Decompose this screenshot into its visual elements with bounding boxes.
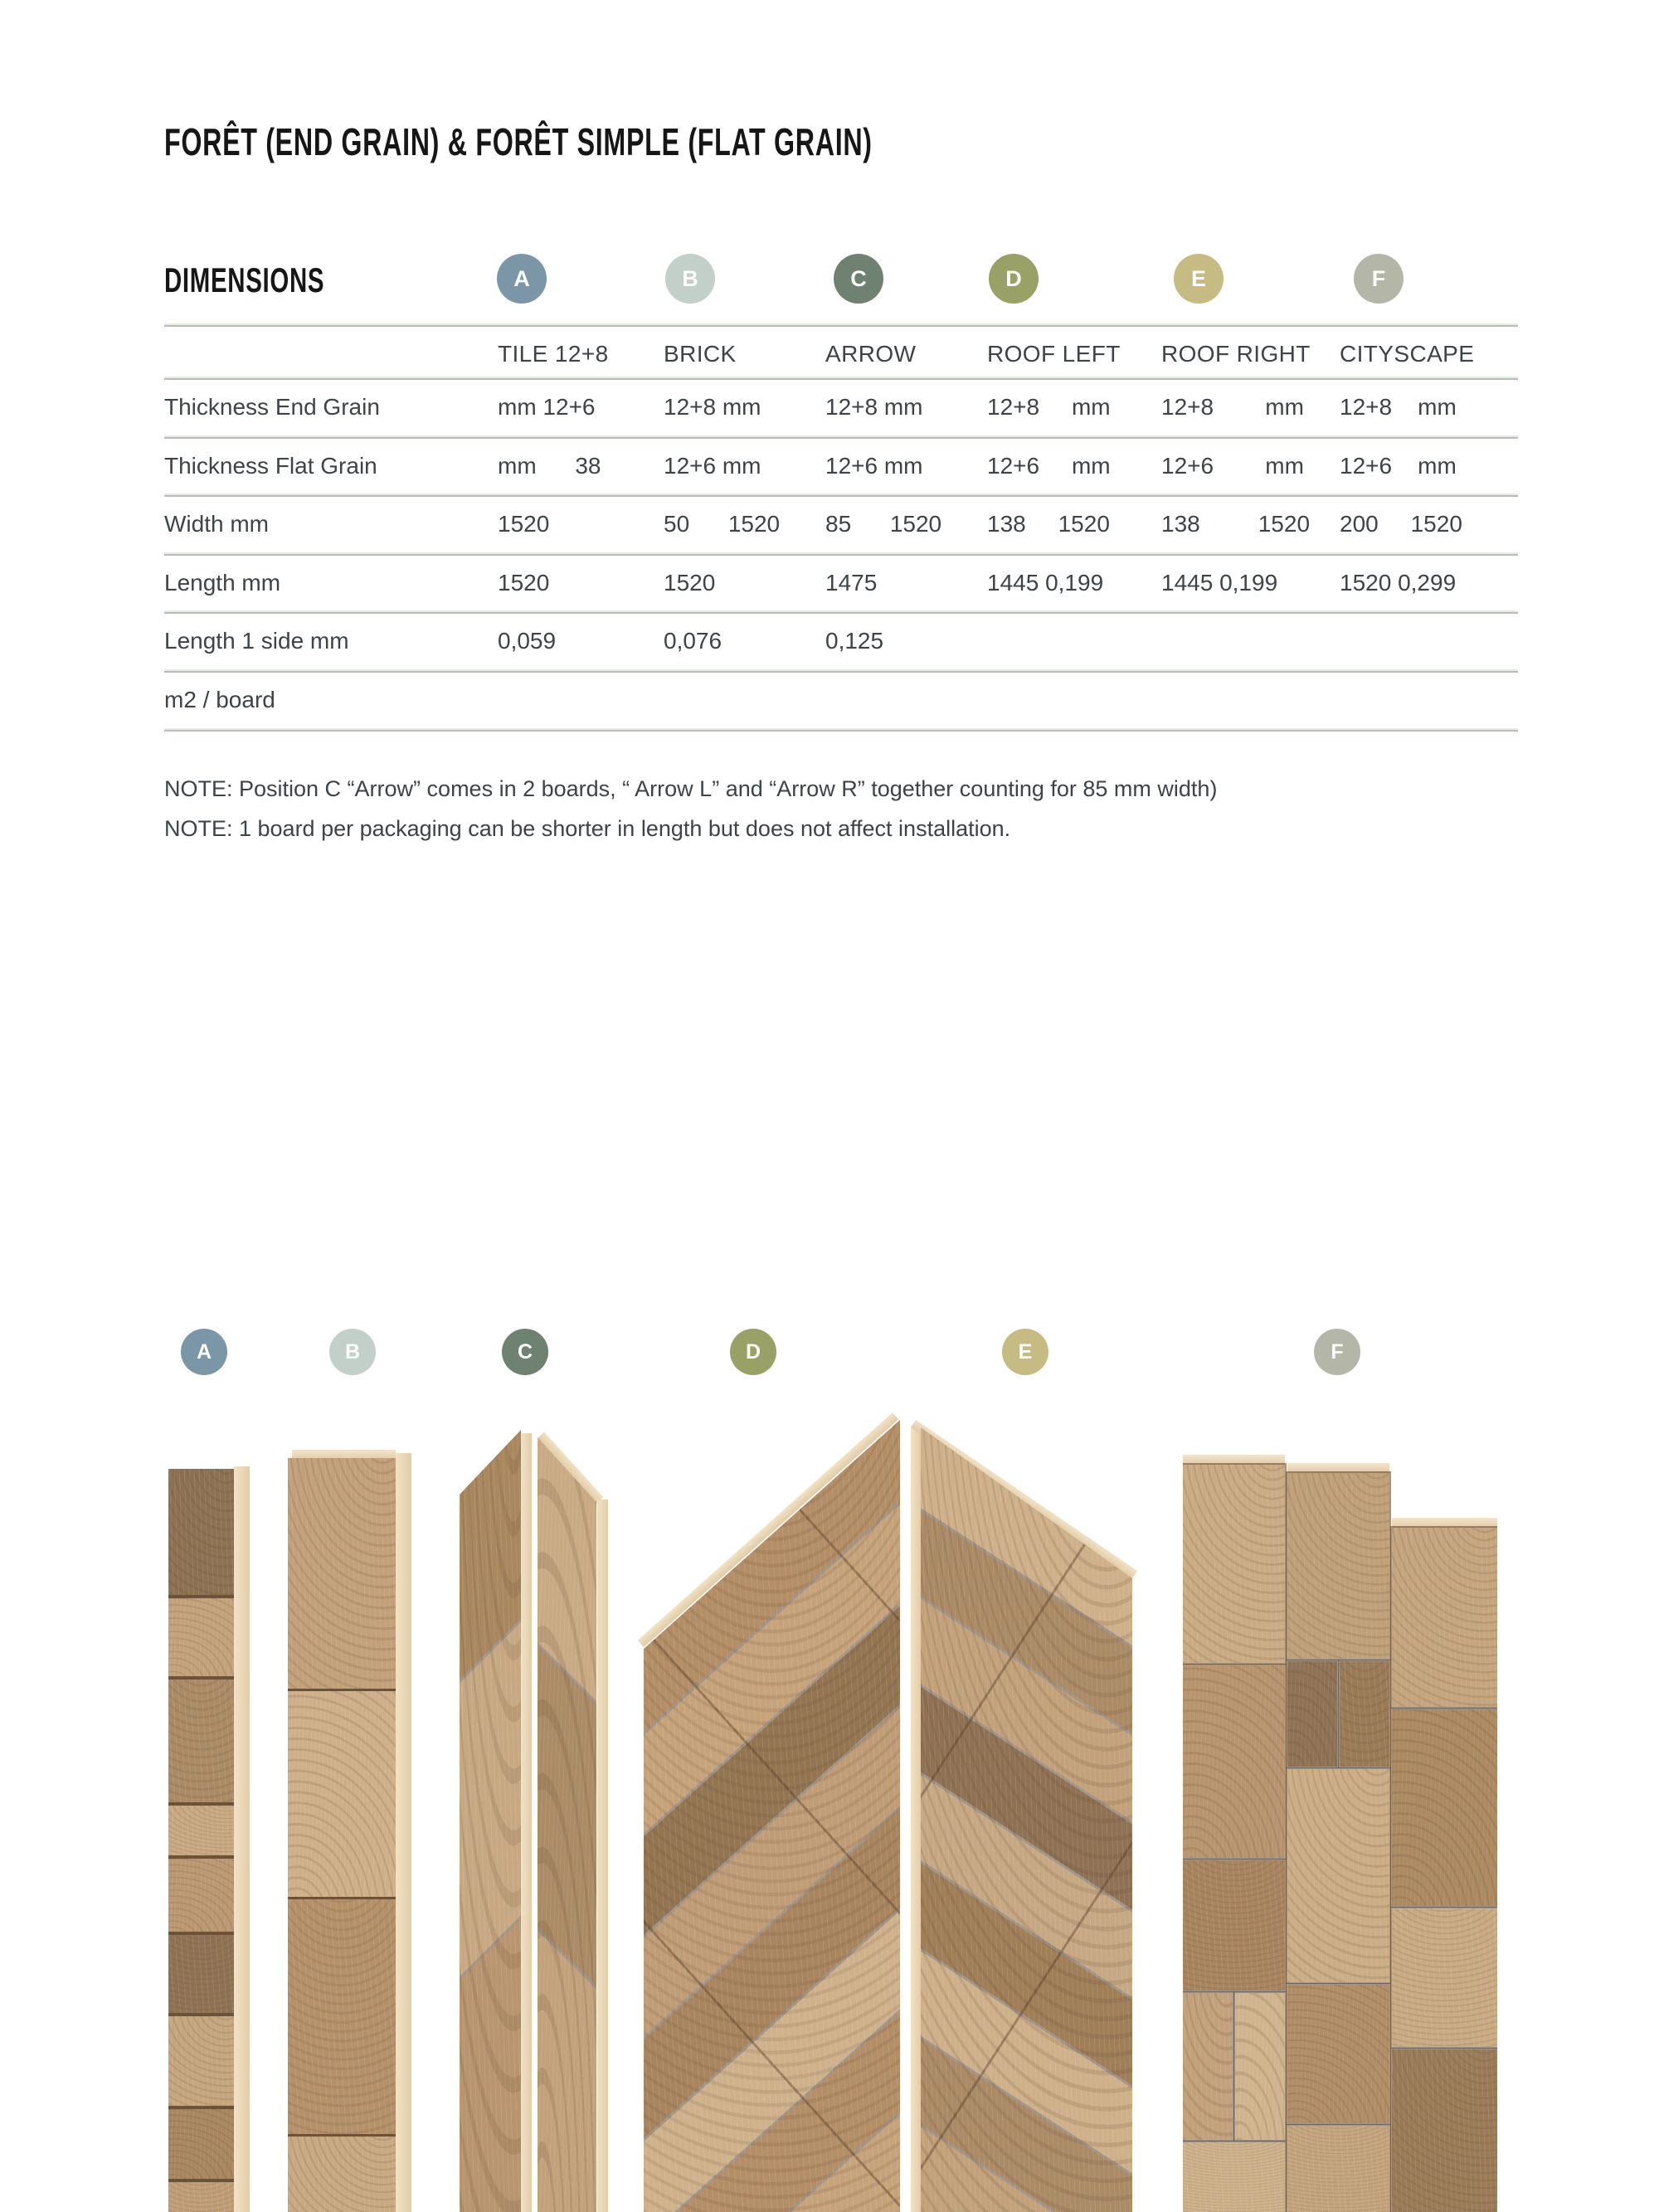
wood-block [168, 1598, 234, 1676]
column-header-brick: BRICK [664, 341, 737, 367]
table-cell: 12+8 mm [1340, 394, 1457, 420]
table-cell: 1445 0,199 [987, 570, 1104, 596]
table-divider [164, 730, 1518, 732]
row-label: Thickness Flat Grain [164, 453, 377, 479]
board-f-face [1183, 1420, 1497, 2212]
table-cell: 12+6 mm [1161, 453, 1304, 479]
wood-block [288, 1691, 396, 1897]
board-edge [234, 1466, 250, 2212]
board-edge [396, 1453, 411, 2212]
wood-block [1183, 1665, 1285, 1858]
table-cell: 12+8 mm [825, 394, 923, 420]
wood-block [168, 1469, 234, 1595]
wood-block [1392, 1709, 1497, 1906]
legend-letter: E [1018, 1339, 1033, 1364]
wood-block [1392, 1528, 1497, 1707]
board-edge [521, 1433, 532, 2212]
column-header-cityscape: CITYSCAPE [1340, 341, 1475, 367]
wood-block [168, 1935, 234, 2013]
board-circle-d [730, 1329, 776, 1375]
table-cell: 0,076 [664, 628, 722, 654]
wood-block [1235, 1993, 1285, 2140]
table-divider [164, 437, 1518, 439]
wood-block [1183, 2142, 1285, 2212]
table-cell: 138 1520 [987, 511, 1110, 537]
legend-letter: F [1331, 1339, 1344, 1364]
wood-block [1183, 1860, 1285, 1991]
wood-block [1392, 2049, 1497, 2212]
table-cell: 1520 [664, 570, 716, 596]
table-cell: 12+8 mm [1161, 394, 1304, 420]
legend-letter: E [1190, 265, 1206, 291]
board-a-face [168, 1469, 234, 2212]
wood-block [1392, 1908, 1497, 2047]
legend-circle-b [665, 254, 715, 304]
legend-letter: A [513, 265, 530, 291]
table-cell: 85 1520 [825, 511, 942, 537]
table-cell: 1520 [498, 511, 550, 537]
wood-block [288, 1899, 396, 2134]
legend-letter: D [745, 1339, 761, 1364]
wood-block [168, 1680, 234, 1802]
legend-circle-c [834, 254, 883, 304]
legend-letter: B [344, 1339, 361, 1364]
row-label: Width mm [164, 511, 269, 537]
dimensions-heading: DIMENSIONS [164, 260, 325, 299]
wood-block [1183, 1465, 1285, 1663]
legend-letter: C [517, 1339, 533, 1364]
table-cell: 1475 [825, 570, 878, 596]
table-divider [164, 612, 1518, 614]
board-circle-e [1002, 1329, 1048, 1375]
wood-block [1287, 1985, 1389, 2123]
row-label: Length 1 side mm [164, 628, 349, 654]
row-label: Length mm [164, 570, 281, 596]
wood-block [168, 1806, 234, 1855]
legend-letter: A [196, 1339, 212, 1364]
wood-block [288, 2137, 396, 2212]
legend-circle-f [1354, 254, 1404, 304]
column-header-roofleft: ROOF LEFT [987, 341, 1121, 367]
board-circle-b [329, 1329, 376, 1375]
wood-block [168, 2016, 234, 2106]
table-divider [164, 378, 1518, 380]
legend-letter: C [850, 265, 867, 291]
note-arrow-boards: NOTE: Position C “Arrow” comes in 2 boards, “ Arrow L” and “Arrow R” together counting for 85 mm width) [164, 776, 1218, 801]
board-c-right-face [538, 1437, 596, 2212]
legend-circle-a [497, 254, 547, 304]
table-divider [164, 554, 1518, 556]
table-divider [164, 325, 1518, 327]
wood-block [1287, 2126, 1389, 2212]
row-label: Thickness End Grain [164, 394, 380, 420]
board-circle-f [1314, 1329, 1360, 1375]
wood-block [1287, 1473, 1389, 1659]
board-d-face [644, 1420, 900, 2212]
table-cell: 50 1520 [664, 511, 781, 537]
legend-letter: F [1371, 265, 1386, 291]
wood-block [288, 1458, 396, 1689]
wood-block [1340, 1661, 1389, 1767]
table-cell: 0,059 [498, 628, 557, 654]
wood-block [168, 1859, 234, 1932]
table-cell: 1520 [498, 570, 550, 596]
table-cell: 12+6 mm [1340, 453, 1457, 479]
legend-letter: B [682, 265, 698, 291]
table-cell: 12+6 mm [825, 453, 923, 479]
table-divider [164, 495, 1518, 497]
table-cell: 0,125 [825, 628, 884, 654]
column-header-tile: TILE 12+8 [498, 341, 609, 367]
board-circle-c [502, 1329, 548, 1375]
wood-block [1183, 1993, 1233, 2140]
legend-letter: D [1005, 265, 1022, 291]
note-packaging: NOTE: 1 board per packaging can be shorter in length but does not affect installation. [164, 816, 1011, 841]
wood-block [168, 2109, 234, 2179]
table-cell: 138 1520 [1161, 511, 1311, 537]
column-header-arrow: ARROW [825, 341, 917, 367]
board-edge [597, 1500, 608, 2212]
table-cell: mm 12+6 [498, 394, 596, 420]
table-cell: 200 1520 [1340, 511, 1462, 537]
legend-circle-d [989, 254, 1039, 304]
column-header-roofright: ROOF RIGHT [1161, 341, 1311, 367]
table-cell: 12+6 mm [664, 453, 761, 479]
table-cell: 1445 0,199 [1161, 570, 1278, 596]
board-b-face [288, 1458, 396, 2212]
board-c-left-face [460, 1430, 521, 2212]
row-label: m2 / board [164, 687, 275, 712]
board-edge [911, 1427, 921, 2212]
board-circle-a [181, 1329, 227, 1375]
wood-block [1287, 1769, 1389, 1982]
wood-block [168, 2182, 234, 2212]
table-divider [164, 671, 1518, 673]
page-title: FORÊT (END GRAIN) & FORÊT SIMPLE (FLAT GRAIN) [164, 120, 873, 163]
wood-block [1287, 1661, 1337, 1767]
table-cell: 1520 0,299 [1340, 570, 1457, 596]
table-cell: 12+8 mm [987, 394, 1111, 420]
table-cell: 12+6 mm [987, 453, 1111, 479]
table-cell: mm 38 [498, 453, 601, 479]
legend-circle-e [1174, 254, 1224, 304]
table-cell: 12+8 mm [664, 394, 761, 420]
